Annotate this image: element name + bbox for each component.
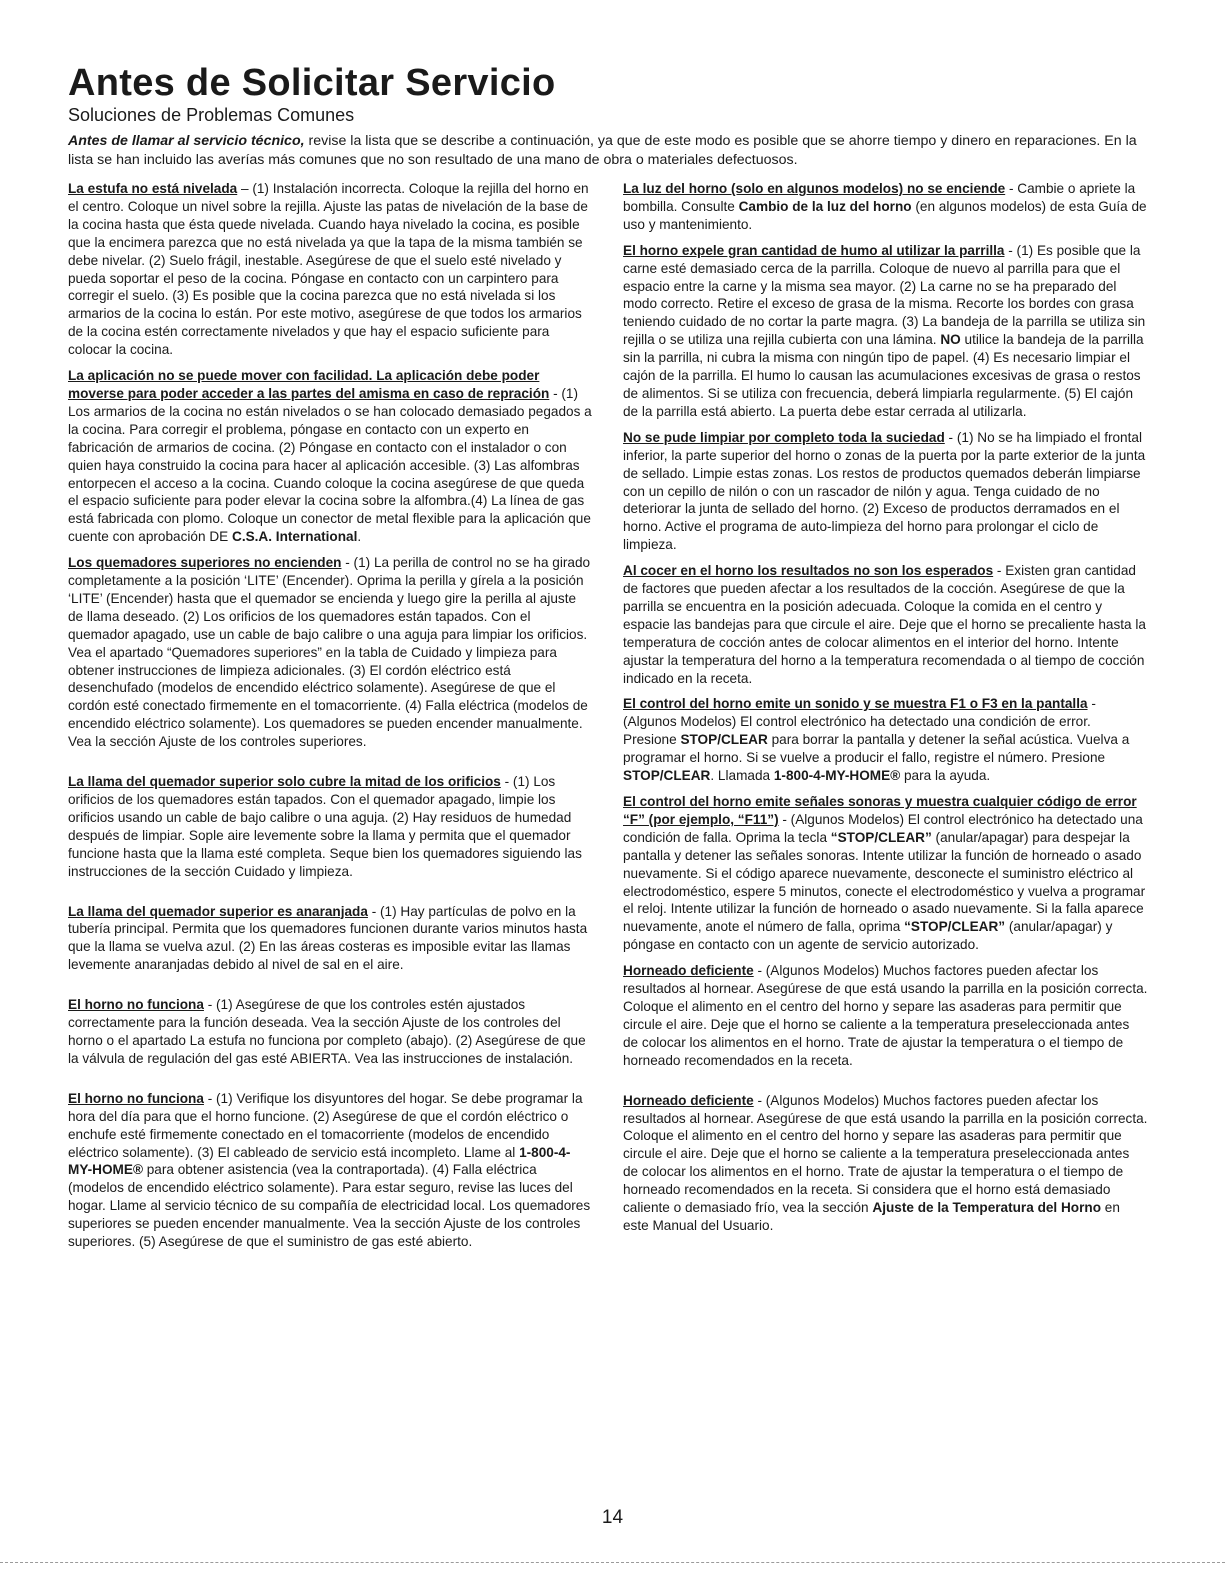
problem-text: - (1) Asegúrese de que los controles estén ajustados correctamente para la función deseada. Vea la sección Ajuste de los controles del horno o el apartado La estufa no funciona por completo (abajo). (2) Asegúrese de que la válvula de regulación del gas esté ABIERTA. Vea las instrucciones de instalación.: [68, 997, 586, 1066]
problem-bold: “STOP/CLEAR”: [904, 919, 1006, 935]
problem-bold: 1-800-4-MY-HOME®: [773, 768, 901, 784]
problem-humo-parrilla: [623, 242, 1148, 421]
problem-resultados-coccion: [623, 562, 1148, 687]
problem-heading: El horno no funciona: [68, 1090, 204, 1106]
problem-text: utilice la bandeja de la parrilla sin la parrilla, ni cubra la misma con ningún tipo de papel. (4) Es necesario limpiar el cajón de la parrilla. El humo lo causan las acumulaciones excesivas de grasa o restos de alimentos. Si se utiliza con frecuencia, deberá limpiarla regularmente. (5) El cajón de la parrilla está abierto. La puerta debe estar cerrada al utilizarla.: [623, 332, 1144, 419]
problem-heading: La llama del quemador superior es anaranjada: [68, 903, 368, 919]
problem-bold: STOP/CLEAR: [623, 768, 711, 784]
problem-text: para la ayuda.: [900, 768, 991, 784]
problem-bold: 1-800-4-MY-HOME®: [68, 1144, 571, 1178]
problem-heading: La luz del horno (solo en algunos modelos) no se enciende: [623, 181, 1006, 196]
problem-text: - (1) Verifique los disyuntores del hogar. Se debe programar la hora del día para que el horno funcione. (2) Asegúrese de que el cordón eléctrico o enchufe esté firmemente conectado en el tomacorriente (modelos de encendido eléctrico solamente). (3) El cableado de servicio está incompleto. Llame al: [68, 1090, 583, 1160]
problem-bold: Cambio de la luz del horno: [738, 198, 912, 214]
problem-text: - (1) Hay partículas de polvo en la tubería principal. Permita que los quemadores funcionen durante varios minutos hasta que la llama se vuelva azul. (2) En las áreas costeras es imposible evitar las llamas levemente anaranjadas debido al nivel de sal en el aire.: [68, 903, 588, 973]
problem-text: (anular/apagar) y póngase en contacto con un agente de servicio autorizado.: [623, 919, 1113, 953]
problem-text: - Existen gran cantidad de factores que pueden afectar a los resultados de la cocción. Asegúrese de que la parrilla se encuentra en la posición adecuada. Coloque la comida en el centro y espacie las bandejas para que circule el aire. Deje que el horno se precaliente hasta la temperatura de cocción antes de colocar alimentos en el interior del horno. Intente ajustar la temperatura del horno a la temperatura recomendada o al tiempo de cocción indicado en la receta.: [623, 563, 1146, 686]
problem-text: (anular/apagar) para despejar la pantalla y detener las señales sonoras. Intente utilizar la función de horneado o asado nuevamente. Si el código aparece nuevamente, desconecte el suministro eléctrico al electrodoméstico, espere 5 minutos, conecte el electrodoméstico y vuelva a programar el reloj. Intente utilizar la función de horneado o asado nuevamente. Si la falla aparece nuevamente, anote el número de falla, oprima: [623, 829, 1146, 935]
problem-aplicacion-mover: [68, 367, 593, 546]
problem-text: - (1) Los armarios de la cocina no están nivelados o se han colocado demasiado pegados a la cocina. Para corregir el problema, póngase en contacto con un experto en fabricación de armarios de cocina. (2) Póngase en contacto con el instalador o con quien haya construido la cocina para hacer al aplicación accesible. (3) Las alfombras entorpecen el acceso a la cocina. Cuando coloque la cocina asegúrese de que queda el espacio suficiente para poder elevar la cocina sobre la alfombra.(4) La línea de gas está fabricada con plomo. Coloque un conector de metal flexible para la aplicación que cuente con aprobación DE: [68, 385, 592, 545]
problem-estufa-nivelada: [68, 180, 593, 359]
problem-codigo-f: [623, 793, 1148, 954]
problem-luz-horno: [623, 180, 1148, 234]
problem-heading: La estufa no está nivelada: [68, 181, 238, 196]
problem-suciedad: [623, 429, 1148, 554]
problem-bold: STOP/CLEAR: [680, 732, 768, 748]
page-subtitle: Soluciones de Problemas Comunes: [68, 105, 355, 125]
problem-heading: El control del horno emite señales sonoras y muestra cualquier código de error “F” (por ejemplo, “F11”): [623, 794, 1137, 827]
problem-heading: El horno no funciona: [68, 997, 204, 1013]
problem-bold: Ajuste de la Temperatura del Horno: [872, 1200, 1101, 1216]
problem-text: . Llamada: [710, 768, 774, 784]
page: [68, 62, 1148, 1259]
problem-bold: NO: [940, 332, 961, 348]
content-columns: [68, 180, 1148, 1259]
bottom-divider: [0, 1562, 1225, 1564]
problem-heading: Horneado deficiente: [623, 1092, 754, 1108]
problem-text: para obtener asistencia (vea la contraportada). (4) Falla eléctrica (modelos de encendido eléctrico solamente). Para estar seguro, revise las luces del hogar. Llame al servicio técnico de su compañía de electricidad local. Los quemadores superiores se pueden encender manualmente. Vea la sección Ajuste de los controles superiores. (5) Asegúrese de que el suministro de gas esté abierto.: [68, 1162, 591, 1250]
intro-lead: Antes de llamar al servicio técnico,: [68, 133, 305, 149]
problem-text: en este Manual del Usuario.: [623, 1200, 1120, 1233]
problem-text: para borrar la pantalla y detener la señal acústica. Vuelva a programar el horno. Si se vuelve a producir el fallo, registre el número. Presione: [623, 732, 1130, 766]
problem-heading: Horneado deficiente: [623, 963, 754, 979]
problem-text: (en algunos modelos) de esta Guía de uso y mantenimiento.: [623, 198, 1147, 232]
page-number: 14: [601, 1507, 624, 1528]
problem-horneado-deficiente-1: [623, 962, 1148, 1069]
problem-heading: Los quemadores superiores no encienden: [68, 555, 342, 571]
problem-text: - (1) No se ha limpiado el frontal inferior, la parte superior del horno o zonas de la puerta por la parte exterior de la junta de sellado. Limpie estas zonas. Los restos de productos quemados deberán limpiarse con un cepillo de nilón o con un rascador de nilón y agua. Tenga cuidado de no deteriorar la junta de sellado del horno. (2) Exceso de productos derramados en el horno. Active el programa de auto-limpieza del horno para prolongar el ciclo de limpieza.: [623, 429, 1146, 553]
problem-heading: El horno expele gran cantidad de humo al utilizar la parrilla: [623, 242, 1005, 258]
problem-text: – (1) Instalación incorrecta. Coloque la rejilla del horno en el centro. Coloque un nivel sobre la rejilla. Ajuste las patas de nivelación de la base de la cocina hasta que ésta quede nivelada. Cuando haya nivelado la cocina, es posible que la encimera parezca que no está nivelada ya que la tapa de la misma también se debe nivelar. (2) Suelo frágil, inestable. Asegúrese de que el suelo esté nivelado y pueda soportar el peso de la cocina. Póngase en contacto con un carpintero para corregir el suelo. (3) Es posible que la cocina parezca que no está nivelada si los armarios de la cocina lo están. Por este motivo, asegúrese de que todos los armarios de la cocina estén correctamente nivelados y que hay el espacio suficiente para colocar la cocina.: [68, 181, 589, 358]
problem-text: - Cambie o apriete la bombilla. Consulte: [623, 181, 1136, 214]
problem-llama-mitad: [68, 773, 593, 880]
problem-text: - (Algunos Modelos) Muchos factores pueden afectar los resultados al hornear. Asegúrese de que está usando la parrilla en la posición correcta. Coloque el alimento en el centro del horno y separe las asaderas para permitir que circule el aire. Deje que el horno se caliente a la temperatura preseleccionada antes de colocar los alimentos en el horno. Trate de ajustar la temperatura o el tiempo de horneado recomendados en la receta. Si considera que el horno está demasiado caliente o demasiado frío, vea la sección: [623, 1092, 1148, 1216]
problem-text: - (1) Los orificios de los quemadores están tapados. Con el quemador apagado, limpie los orificios usando un cable de bajo calibre o una aguja. (2) Hay residuos de humedad después de limpiar. Sople aire levemente sobre la llama y permita que el quemador funcione hasta que la llama esté completa. Seque bien los quemadores siguiendo las instrucciones de la sección Cuidado y limpieza.: [68, 774, 582, 879]
intro-paragraph: [68, 132, 1148, 170]
page-title: Antes de Solicitar Servicio: [68, 62, 556, 104]
problem-text: - (Algunos Modelos) Muchos factores pueden afectar los resultados al hornear. Asegúrese de que está usando la parrilla en la posición correcta. Coloque el alimento en el centro del horno y separe las asaderas para permitir que circule el aire. Deje que el horno se caliente a la temperatura preseleccionada antes de colocar los alimentos en el horno. Trate de ajustar la temperatura o el tiempo de horneado recomendados en la receta.: [623, 963, 1148, 1068]
problem-heading: La llama del quemador superior solo cubre la mitad de los orificios: [68, 774, 501, 790]
problem-heading: El control del horno emite un sonido y se muestra F1 o F3 en la pantalla: [623, 696, 1088, 712]
problem-horneado-deficiente-2: [623, 1092, 1148, 1235]
problem-text: - (Algunos Modelos) El control electrónico ha detectado una condición de error. Presione: [623, 696, 1096, 748]
problem-text: - (1) La perilla de control no se ha girado completamente a la posición ‘LITE’ (Encender). Oprima la perilla y gírela a la posición ‘LITE’ (Encender) hasta que el quemador se encienda y luego gire la perilla al ajuste de llama deseado. (2) Los orificios de los quemadores están tapados. Con el quemador apagado, use un cable de bajo calibre o una aguja para limpiar los orificios. Vea el apartado “Quemadores superiores” en la tabla de Cuidado y limpieza para obtener instrucciones de limpieza adicionales. (3) El cordón eléctrico está desenchufado (modelos de encendido eléctrico solamente). Asegúrese de que el cordón esté conectado firmemente en el tomacorriente. (4) Falla eléctrica (modelos de encendido eléctrico solamente). Los quemadores se pueden encender manualmente. Vea la sección Ajuste de los controles superiores.: [68, 555, 591, 750]
problem-text: .: [357, 529, 362, 545]
problem-f1-f3: [623, 695, 1148, 785]
left-column: [68, 180, 593, 1259]
intro-text: revise la lista que se describe a continuación, ya que de este modo es posible que se ahorre tiempo y dinero en reparaciones. En la lista se han incluido las averías más comunes que no son resultado de una mano de obra o materiales defectuosos.: [68, 133, 1137, 168]
problem-quemadores-no-encienden: [68, 554, 593, 751]
problem-text: - (1) Es posible que la carne esté demasiado cerca de la parrilla. Coloque de nuevo al parrilla para que el espacio entre la carne y la misma sea mayor. (2) La carne no se ha preparado del modo correcto. Retire el exceso de grasa de la misma. Recorte los bordes con grasa teniendo cuidado de no cortar la parte magra. (3) La bandeja de la parrilla se utiliza sin rejilla o se utiliza una rejilla cubierta con una lámina.: [623, 242, 1146, 348]
problem-heading: Al cocer en el horno los resultados no son los esperados: [623, 563, 994, 579]
problem-bold: C.S.A. International: [232, 529, 358, 545]
problem-horno-no-funciona-1: [68, 996, 593, 1068]
problem-bold: “STOP/CLEAR”: [830, 829, 932, 845]
problem-heading: La aplicación no se puede mover con facilidad. La aplicación debe poder moverse para poder acceder a las partes del amisma en caso de repración: [68, 368, 550, 401]
problem-horno-no-funciona-2: [68, 1090, 593, 1251]
problem-heading: No se pude limpiar por completo toda la suciedad: [623, 429, 945, 445]
right-column: [623, 180, 1148, 1259]
problem-text: - (Algunos Modelos) El control electrónico ha detectado una condición de falla. Oprima la tecla: [623, 811, 1143, 845]
problem-llama-anaranjada: [68, 903, 593, 975]
